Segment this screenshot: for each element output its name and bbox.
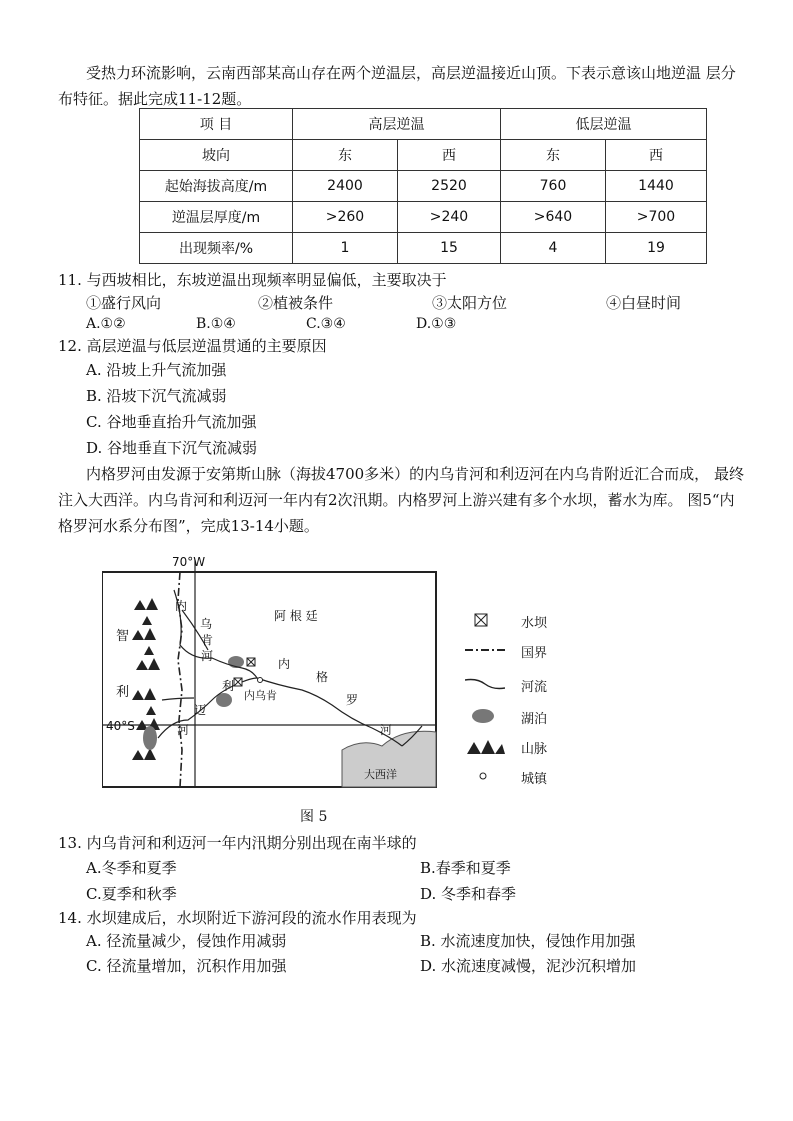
table-row — [140, 140, 707, 171]
question-11-stem: 11. 与西坡相比，东坡逆温出现频率明显偏低，主要取决于 — [58, 271, 447, 289]
label-neuquen-1: 内 — [175, 599, 188, 613]
q14-option: C. 径流量增加，沉积作用加强 — [86, 957, 287, 975]
table-cell: 1 — [293, 233, 398, 264]
label-limay-1: 利 — [222, 679, 235, 693]
legend-label: 国界 — [521, 646, 548, 661]
q13-option: B.春季和夏季 — [420, 859, 511, 877]
table-row-label: 起始海拔高度/m — [140, 171, 293, 202]
q13-option: C.夏季和秋季 — [86, 885, 177, 903]
label-negro-4: 河 — [380, 723, 393, 737]
table-row — [140, 233, 707, 264]
q14-option: B. 水流速度加快，侵蚀作用加强 — [420, 932, 636, 950]
river-icon — [465, 674, 505, 694]
q11-item: ③太阳方位 — [432, 294, 508, 312]
q13-option: D. 冬季和春季 — [420, 885, 517, 903]
legend-town — [465, 766, 585, 786]
table-cell: >260 — [293, 202, 398, 233]
label-ocean: 大西洋 — [364, 768, 397, 781]
intro-paragraph-2: 内格罗河由发源于安第斯山脉（海拔4700多米）的内乌肯河和利迈河在内乌肯附近汇合而成， 最终注入大西洋。内乌肯河和利迈河一年内有2次汛期。内格罗河上游兴建有多个水坝，蓄水为库。 图5“内格罗河水系分布图”，完成13-14小题。 — [58, 465, 744, 535]
table-cell: 760 — [501, 171, 606, 202]
legend-border — [465, 640, 585, 660]
table-cell: 2520 — [398, 171, 501, 202]
label-town: 内乌肯 — [244, 689, 277, 702]
town-neuquen-dot — [258, 678, 263, 683]
legend-label: 河流 — [521, 680, 548, 695]
legend-label: 湖泊 — [521, 712, 548, 727]
mountain-icon — [465, 736, 505, 756]
border-icon — [465, 640, 505, 660]
q11-item: ②植被条件 — [258, 294, 334, 312]
table-row-label: 逆温层厚度/m — [140, 202, 293, 233]
label-limay-2: 迈 — [194, 703, 207, 717]
intro-paragraph-1: 受热力环流影响，云南西部某高山存在两个逆温层，高层逆温接近山顶。下表示意该山地逆温 层分布特征。据此完成11-12题。 — [58, 64, 736, 108]
q11-option: D.①③ — [416, 316, 457, 332]
legend-label: 水坝 — [521, 616, 548, 631]
legend-label: 城镇 — [521, 772, 548, 787]
label-negro-3: 罗 — [346, 693, 359, 707]
q12-option: D. 谷地垂直下沉气流减弱 — [86, 439, 258, 457]
label-40s: 40°S — [106, 719, 135, 733]
label-limay-3: 河 — [177, 723, 190, 737]
table-row — [140, 171, 707, 202]
lake-icon — [465, 706, 505, 726]
q12-option: A. 沿坡上升气流加强 — [86, 361, 227, 379]
table-header-cell: 低层逆温 — [501, 109, 707, 140]
q11-item: ④白昼时间 — [606, 294, 682, 312]
table-cell: >700 — [606, 202, 707, 233]
legend-river — [465, 674, 585, 694]
q11-option: C.③④ — [306, 316, 346, 332]
table-cell: 东 — [501, 140, 606, 171]
table-cell: 1440 — [606, 171, 707, 202]
q12-option: C. 谷地垂直抬升气流加强 — [86, 413, 257, 431]
q14-option: A. 径流量减少，侵蚀作用减弱 — [86, 932, 287, 950]
q11-item: ①盛行风向 — [86, 294, 162, 312]
table-cell: 西 — [398, 140, 501, 171]
table-header-cell: 高层逆温 — [293, 109, 501, 140]
negro-river-map — [102, 550, 438, 790]
table-cell: 19 — [606, 233, 707, 264]
label-neuquen-3: 肯 — [201, 633, 214, 647]
table-cell: >640 — [501, 202, 606, 233]
table-cell: 15 — [398, 233, 501, 264]
label-neuquen-2: 乌 — [200, 617, 213, 631]
q11-option: B.①④ — [196, 316, 236, 332]
label-argentina: 阿 根 廷 — [274, 609, 318, 623]
table-row-label: 坡向 — [140, 140, 293, 171]
table-cell: 东 — [293, 140, 398, 171]
table-cell: 4 — [501, 233, 606, 264]
legend-mountain — [465, 736, 585, 756]
table-cell: 2400 — [293, 171, 398, 202]
dam-icon — [465, 610, 505, 630]
label-negro-2: 格 — [316, 670, 329, 684]
table-cell: >240 — [398, 202, 501, 233]
label-chile-2: 利 — [116, 685, 130, 700]
inversion-table — [139, 108, 707, 264]
legend-dam — [465, 610, 585, 630]
q12-option: B. 沿坡下沉气流减弱 — [86, 387, 227, 405]
question-12-stem: 12. 高层逆温与低层逆温贯通的主要原因 — [58, 337, 327, 355]
table-header-cell: 项 目 — [140, 109, 293, 140]
legend-label: 山脉 — [521, 742, 548, 757]
table-row — [140, 202, 707, 233]
legend-lake — [465, 706, 585, 726]
label-70w: 70°W — [172, 555, 206, 569]
q13-option: A.冬季和夏季 — [86, 859, 177, 877]
town-icon — [465, 766, 505, 786]
question-13-stem: 13. 内乌肯河和利迈河一年内汛期分别出现在南半球的 — [58, 834, 417, 852]
label-chile-1: 智 — [116, 629, 130, 644]
table-row-label: 出现频率/% — [140, 233, 293, 264]
label-negro-1: 内 — [278, 657, 291, 671]
question-14-stem: 14. 水坝建成后，水坝附近下游河段的流水作用表现为 — [58, 909, 417, 927]
table-header-row — [140, 109, 707, 140]
lake-south — [143, 726, 157, 750]
label-neuquen-4: 河 — [201, 649, 214, 663]
figure-caption: 图 5 — [300, 809, 328, 825]
q11-option: A.①② — [86, 316, 126, 332]
q14-option: D. 水流速度减慢，泥沙沉积增加 — [420, 957, 637, 975]
table-cell: 西 — [606, 140, 707, 171]
